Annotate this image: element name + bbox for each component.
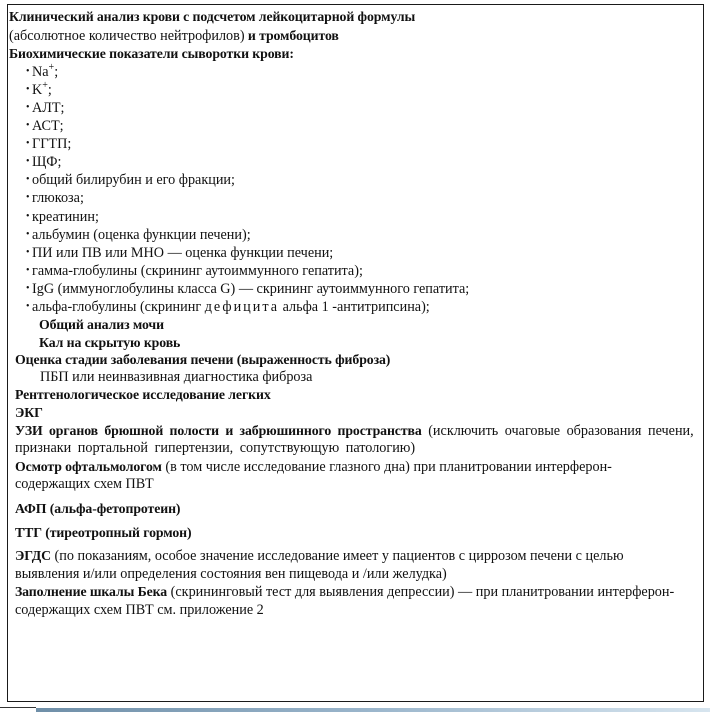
bullet-icon: •	[26, 282, 30, 294]
list-item	[9, 81, 700, 99]
list-item-text: общий билирубин и его фракции;	[32, 172, 235, 189]
bullet-icon: •	[26, 138, 30, 150]
bullet-icon: •	[26, 83, 30, 95]
list-item-sup: +	[48, 61, 55, 73]
document-content	[9, 8, 700, 620]
list-item	[9, 189, 700, 207]
bullet-icon: •	[26, 264, 30, 276]
clinical-blood-test-line1	[9, 8, 700, 27]
ophthalmologist-title: Осмотр офтальмологом	[15, 458, 162, 474]
list-item-sup: +	[42, 79, 48, 91]
list-item	[9, 262, 700, 280]
biochem-heading: Биохимические показатели сыворотки крови:	[9, 46, 294, 62]
list-item	[9, 226, 700, 244]
liver-stage-heading: Оценка стадии заболевания печени (выраженность фиброза)	[15, 352, 391, 368]
ophthalmologist-note: (в том числе исследование глазного дна) при планитровании интерферон-	[161, 458, 612, 475]
ultrasound-line2: признаки портальной гипертензии, сопутствующую патологию)	[15, 440, 416, 457]
beck-scale-line2: содержащих схем ПВТ см. приложение 2	[15, 602, 264, 618]
xray-item: Рентгенологическое исследование легких	[15, 387, 271, 403]
beck-scale-title: Заполнение шкалы Бека	[15, 584, 168, 600]
clinical-blood-test-title: Клинический анализ крови с подсчетом лейкоцитарной формулы	[9, 9, 416, 24]
bullet-icon: •	[26, 156, 30, 168]
egds-line2: выявления и/или определения состояния вен пищевода и /или желудка)	[15, 565, 447, 582]
egds-note: (по показаниям, особое значение исследование имеет у пациентов с циррозом печени с целью	[50, 548, 624, 565]
list-item	[9, 280, 700, 298]
list-item-text: АСТ;	[32, 118, 64, 135]
list-item-text: креатинин;	[32, 208, 99, 225]
bullet-icon: •	[26, 120, 30, 132]
occult-blood-test: Кал на скрытую кровь	[39, 334, 181, 350]
list-item	[9, 153, 700, 171]
list-item	[9, 244, 700, 262]
list-item-suffix: ;	[47, 81, 52, 98]
beck-scale-note: (скрининговый тест для выявления депрессии) — при планитровании интерферон-	[167, 584, 675, 601]
bottom-divider	[0, 707, 36, 708]
list-item-text: K	[32, 81, 43, 98]
ultrasound-title: УЗИ органов брюшной полости и забрюшинного пространства	[15, 422, 422, 438]
list-item-text: Na	[32, 63, 49, 80]
bullet-icon: •	[26, 65, 30, 77]
egds-line1	[9, 547, 700, 566]
list-item-text: альфа-глобулины (скрининг	[32, 299, 205, 315]
list-item-text: альбумин (оценка функции печени);	[32, 226, 251, 243]
ecg-item: ЭКГ	[15, 405, 43, 421]
bullet-icon: •	[26, 101, 30, 113]
list-item	[9, 298, 700, 316]
list-item-text: IgG (иммуноглобулины класса G) — скрининг аутоиммунного гепатита;	[32, 280, 470, 297]
list-item-text: ПИ или ПВ или МНО — оценка функции печени;	[32, 244, 334, 261]
list-item-text: ЩФ;	[32, 154, 62, 171]
ultrasound-note: (исключить очаговые образования печени,	[421, 422, 694, 439]
list-item-text: гамма-глобулины (скрининг аутоиммунного гепатита);	[32, 262, 363, 279]
egds-title: ЭГДС	[15, 548, 51, 564]
list-item	[9, 99, 700, 117]
list-item	[9, 63, 700, 81]
ultrasound-line1	[9, 422, 700, 441]
list-item-text: АЛТ;	[32, 99, 65, 116]
clinical-blood-test-note: (абсолютное количество нейтрофилов)	[9, 27, 245, 44]
bullet-icon: •	[26, 192, 30, 204]
list-item-text-end: альфа 1 -антитрипсина);	[279, 299, 430, 315]
bullet-icon: •	[26, 210, 30, 222]
clinical-blood-test-line2	[9, 27, 700, 46]
bottom-window-strip	[36, 708, 710, 712]
list-item-text: глюкоза;	[32, 190, 84, 207]
list-item-text-spaced: дефицита	[204, 299, 280, 315]
bullet-icon: •	[26, 246, 30, 258]
bullet-icon: •	[26, 228, 30, 240]
bullet-icon: •	[26, 174, 30, 186]
list-item	[9, 171, 700, 189]
clinical-blood-test-platelets: и тромбоцитов	[244, 27, 339, 43]
list-item-suffix: ;	[54, 63, 59, 80]
beck-scale-line1	[9, 583, 700, 602]
tsh-item: ТТГ (тиреотропный гормон)	[15, 524, 192, 540]
liver-stage-detail: ПБП или неинвазивная диагностика фиброза	[40, 368, 313, 385]
ophthalmologist-line2: содержащих схем ПВТ	[15, 476, 154, 493]
list-item	[9, 208, 700, 226]
list-item	[9, 117, 700, 135]
bullet-icon: •	[26, 301, 30, 312]
urine-test: Общий анализ мочи	[39, 317, 164, 333]
biochem-list	[9, 63, 700, 316]
list-item-text: ГГТП;	[32, 136, 72, 153]
afp-item: АФП (альфа-фетопротеин)	[15, 501, 181, 517]
list-item	[9, 135, 700, 153]
ophthalmologist-line1	[9, 458, 700, 477]
